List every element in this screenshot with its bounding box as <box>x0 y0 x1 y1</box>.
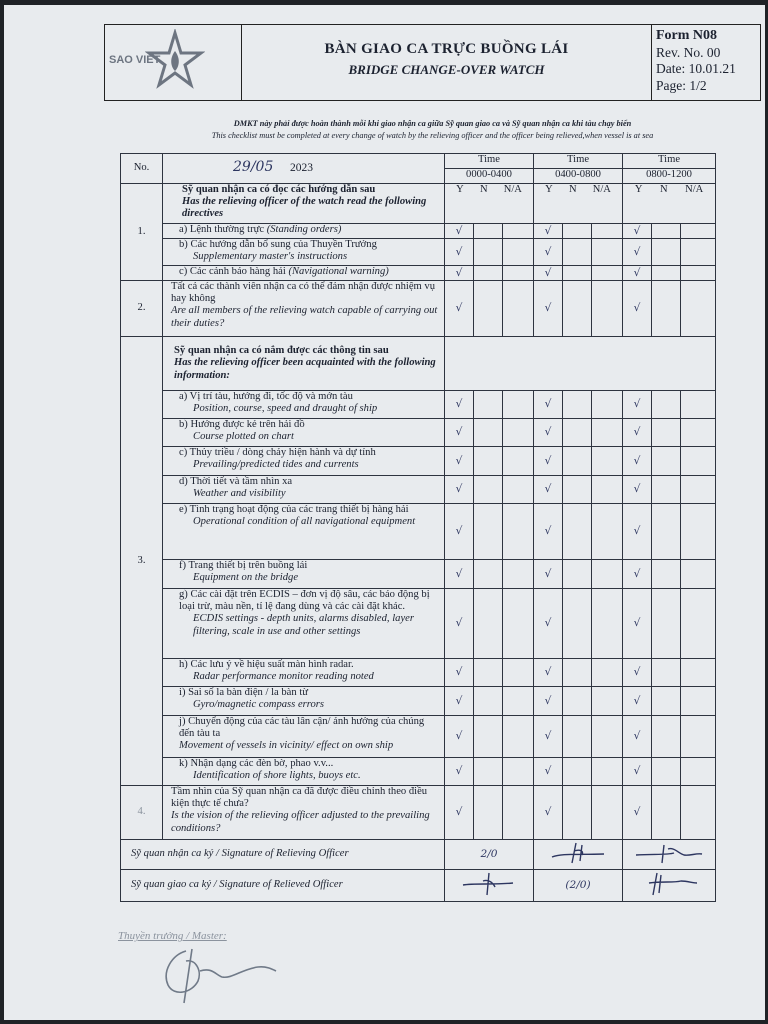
check-mark: √ <box>623 687 652 716</box>
table-row <box>121 659 716 687</box>
check-mark: √ <box>623 560 652 589</box>
check-mark: √ <box>445 786 474 840</box>
item-3e: e) Tình trạng hoạt động của các trang thiết bị hàng hải Operational condition of all navigational equipment <box>163 504 445 560</box>
signature-relieved-1 <box>445 870 534 902</box>
section-1-no: 1. <box>121 184 163 281</box>
master-label: Thuyền trưởng / Master: <box>118 930 227 942</box>
item-1b: b) Các hướng dẫn bổ sung của Thuyền Trưởng Supplementary master's instructions <box>163 239 445 266</box>
check-mark: √ <box>623 239 652 266</box>
sig-relieving-label: Sỹ quan nhận ca ký / Signature of Relieving Officer <box>121 840 445 870</box>
table-row <box>121 786 716 840</box>
check-mark: √ <box>623 659 652 687</box>
item-3h: h) Các lưu ý về hiệu suất màn hình radar. Radar performance monitor reading noted <box>163 659 445 687</box>
item-3i: i) Sai số la bàn điện / la bàn từ Gyro/magnetic compass errors <box>163 687 445 716</box>
table-row <box>121 266 716 281</box>
signature-scribble <box>634 841 704 865</box>
item-3c: c) Thủy triều / dòng chảy hiện hành và dự tính Prevailing/predicted tides and currents <box>163 447 445 476</box>
checklist-table <box>120 153 716 902</box>
check-mark: √ <box>623 786 652 840</box>
section-1-heading-vn: Sỹ quan nhận ca có đọc các hướng dẫn sau <box>182 184 376 195</box>
table-row <box>121 447 716 476</box>
table-row <box>121 504 716 560</box>
item-1c: c) Các cảnh báo hàng hải (Navigational warning) <box>163 266 445 281</box>
check-mark: √ <box>445 716 474 758</box>
time-header-3: Time <box>623 154 716 169</box>
check-mark: √ <box>445 224 474 239</box>
check-mark: √ <box>534 716 563 758</box>
check-mark: √ <box>534 659 563 687</box>
check-mark: √ <box>623 391 652 419</box>
signature-relieved-3 <box>623 870 716 902</box>
check-mark: √ <box>445 589 474 659</box>
form-date: Date: 10.01.21 <box>656 61 736 76</box>
check-mark: √ <box>445 266 474 281</box>
check-mark: √ <box>445 659 474 687</box>
check-mark: √ <box>534 476 563 504</box>
check-mark: √ <box>623 589 652 659</box>
item-1a: a) Lệnh thường trực (Standing orders) <box>163 224 445 239</box>
date-cell <box>163 154 445 184</box>
check-mark: √ <box>534 504 563 560</box>
check-mark: √ <box>445 391 474 419</box>
period-0800-1200: 0800-1200 <box>623 169 716 184</box>
check-mark: √ <box>534 224 563 239</box>
time-header-1: Time <box>445 154 534 169</box>
section-1-heading-en: Has the relieving officer of the watch read the following directives <box>182 196 427 220</box>
section-1-heading <box>163 184 445 224</box>
yn-labels-1: Y N N/A <box>445 184 534 224</box>
page-number: Page: 1/2 <box>656 77 707 93</box>
check-mark: √ <box>534 239 563 266</box>
item-3a: a) Vị trí tàu, hướng đi, tốc độ và mớn tàu Position, course, speed and draught of ship <box>163 391 445 419</box>
check-mark: √ <box>445 560 474 589</box>
check-mark: √ <box>445 504 474 560</box>
signature-relieved-2: (2/0) <box>534 870 623 902</box>
section-2-text: Tất cả các thành viên nhận ca có thể đảm nhận được nhiệm vụ hay không Are all members of the relieving watch capable of carrying out their duties? <box>163 281 445 337</box>
instruction-vn: DMKT này phải được hoàn thành mỗi khi giao nhận ca giữa Sỹ quan giao ca và Sỹ quan nhận ca khi tàu chạy biển <box>233 119 632 128</box>
title-vn: BÀN GIAO CA TRỰC BUỒNG LÁI <box>324 41 569 57</box>
item-3d: d) Thời tiết và tầm nhìn xa Weather and visibility <box>163 476 445 504</box>
form-number: Form N08 <box>656 28 718 43</box>
signature-row-relieved <box>121 870 716 902</box>
table-row <box>121 716 716 758</box>
item-3k: k) Nhận dạng các đèn bờ, phao v.v... Identification of shore lights, buoys etc. <box>163 758 445 786</box>
table-row <box>121 391 716 419</box>
signature-relieving-3 <box>623 840 716 870</box>
table-row <box>121 281 716 337</box>
item-3b: b) Hướng được kẻ trên hải đồ Course plotted on chart <box>163 419 445 447</box>
title-en: BRIDGE CHANGE-OVER WATCH <box>348 62 545 77</box>
logo-text: SAO VIET <box>109 54 161 66</box>
signature-scribble <box>639 871 699 897</box>
table-row <box>121 476 716 504</box>
check-mark: √ <box>534 786 563 840</box>
signature-row-relieving <box>121 840 716 870</box>
table-row <box>121 589 716 659</box>
period-0400-0800: 0400-0800 <box>534 169 623 184</box>
form-meta <box>652 25 760 100</box>
check-mark: √ <box>534 419 563 447</box>
signature-scribble <box>459 871 519 897</box>
check-mark: √ <box>623 281 652 337</box>
check-mark: √ <box>534 266 563 281</box>
master-signature <box>142 941 282 1007</box>
check-mark: √ <box>623 476 652 504</box>
table-row <box>121 419 716 447</box>
check-mark: √ <box>623 504 652 560</box>
section-4-no: 4. <box>121 786 163 840</box>
handwritten-date: 29/05 <box>233 159 274 176</box>
section-3-heading: Sỹ quan nhận ca có nắm được các thông tin sau Has the relieving officer been acquainted with the following information: <box>163 337 445 391</box>
time-header-2: Time <box>534 154 623 169</box>
item-3g: g) Các cài đặt trên ECDIS – đơn vị độ sâu, các báo động bị loại trừ, màu nền, tỉ lệ đang dùng và các cài đặt khác. ECDIS settings - depth units, alarms disabled, layer filtering, scale in use and other settings <box>163 589 445 659</box>
check-mark: √ <box>623 419 652 447</box>
item-3j: j) Chuyển động của các tàu lân cận/ ảnh hưởng của chúng đến tàu ta Movement of vessels in vicinity/ effect on own ship <box>163 716 445 758</box>
check-mark: √ <box>445 447 474 476</box>
check-mark: √ <box>534 589 563 659</box>
year: 2023 <box>290 162 314 175</box>
check-mark: √ <box>534 447 563 476</box>
section-3-no: 3. <box>121 337 163 786</box>
instruction-en: This checklist must be completed at every change of watch by the relieving officer and the officer being relieved,when vessel is at sea <box>211 131 654 140</box>
item-3f: f) Trang thiết bị trên buồng lái Equipment on the bridge <box>163 560 445 589</box>
check-mark: √ <box>445 239 474 266</box>
sig-relieved-label: Sỹ quan giao ca ký / Signature of Relieved Officer <box>121 870 445 902</box>
yn-labels-2: Y N N/A <box>534 184 623 224</box>
company-logo <box>105 25 242 100</box>
period-0000-0400: 0000-0400 <box>445 169 534 184</box>
checklist-page <box>4 5 765 1020</box>
check-mark: √ <box>534 560 563 589</box>
check-mark: √ <box>623 447 652 476</box>
check-mark: √ <box>445 419 474 447</box>
table-row <box>121 758 716 786</box>
form-title <box>242 25 652 100</box>
form-header <box>104 24 761 101</box>
check-mark: √ <box>445 758 474 786</box>
signature-relieving-1: 2/0 <box>445 840 534 870</box>
check-mark: √ <box>445 281 474 337</box>
check-mark: √ <box>623 224 652 239</box>
check-mark: √ <box>445 476 474 504</box>
table-row <box>121 239 716 266</box>
check-mark: √ <box>534 758 563 786</box>
star-logo-icon <box>145 29 205 89</box>
yn-labels-3: Y N N/A <box>623 184 716 224</box>
check-mark: √ <box>534 391 563 419</box>
table-row <box>121 560 716 589</box>
check-mark: √ <box>534 687 563 716</box>
check-mark: √ <box>445 687 474 716</box>
no-header: No. <box>121 154 163 184</box>
revision-number: Rev. No. 00 <box>656 44 721 60</box>
check-mark: √ <box>534 281 563 337</box>
table-row <box>121 687 716 716</box>
table-row <box>121 224 716 239</box>
section-2-no: 2. <box>121 281 163 337</box>
signature-scribble <box>548 841 608 865</box>
check-mark: √ <box>623 758 652 786</box>
section-4-text: Tầm nhìn của Sỹ quan nhận ca đã được điều chỉnh theo điều kiện thực tế chưa? Is the vision of the relieving officer adjusted to the prevailing conditions? <box>163 786 445 840</box>
check-mark: √ <box>623 266 652 281</box>
signature-relieving-2 <box>534 840 623 870</box>
check-mark: √ <box>623 716 652 758</box>
